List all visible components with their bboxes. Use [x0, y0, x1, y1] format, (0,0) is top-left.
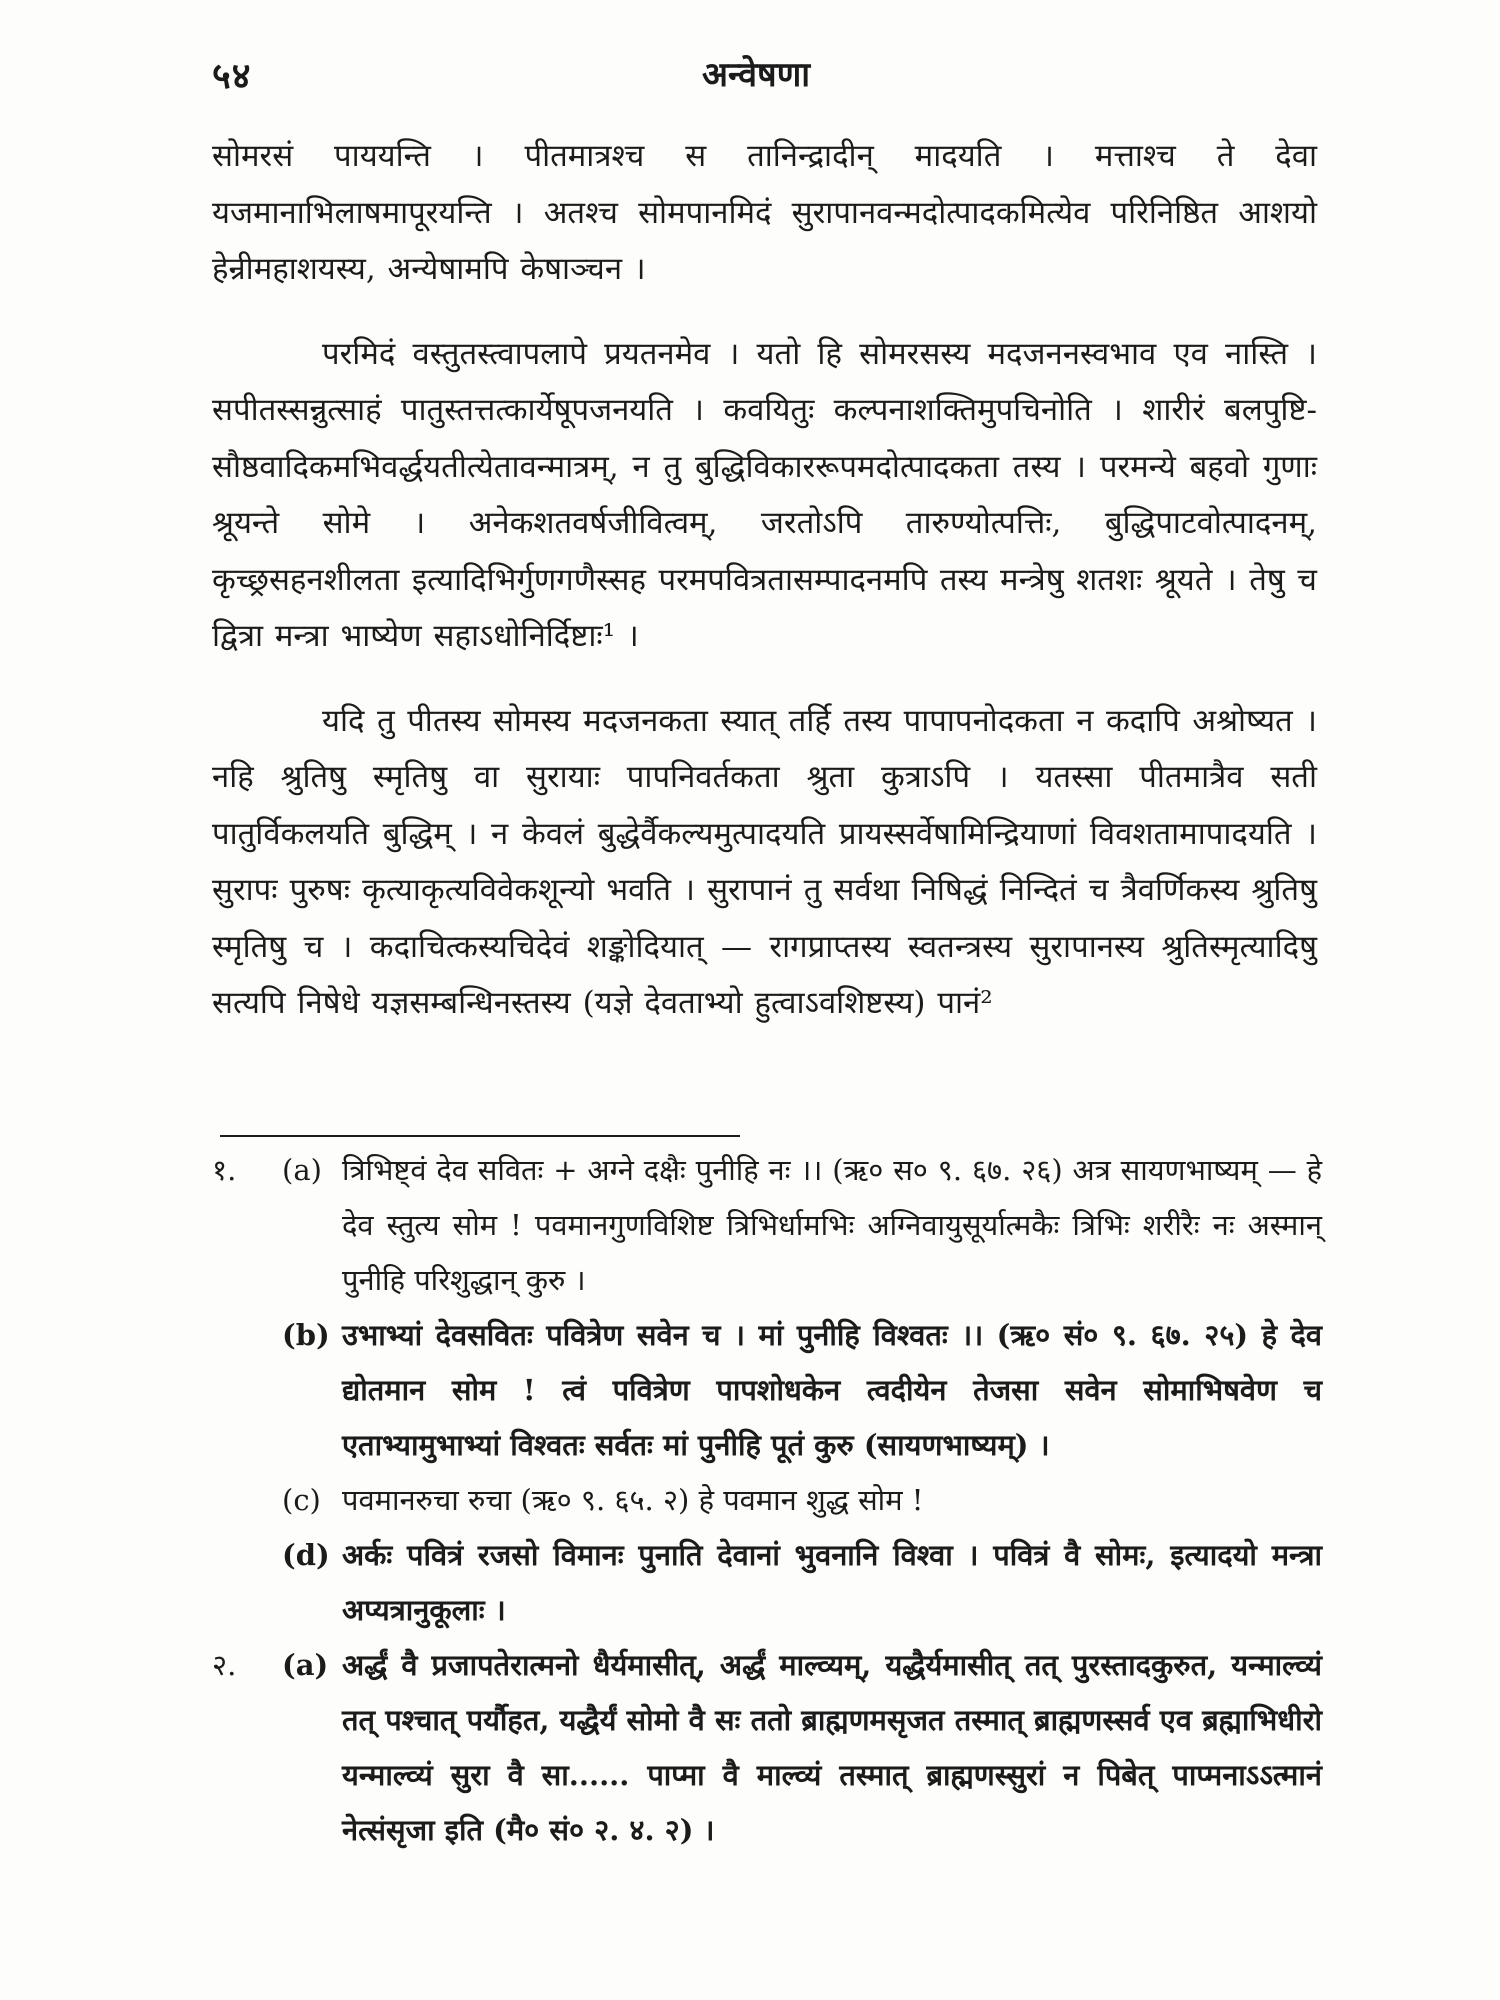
footnote-entry-text: अर्कः पवित्रं रजसो विमानः पुनाति देवानां भुवनानि विश्वा । पवित्रं वै सोमः, इत्यादयो मन्त्रा अप्यत्रानुकूलाः ।: [342, 1538, 1322, 1627]
paragraph-2: परमिदं वस्तुतस्त्वापलापे प्रयतनमेव । यतो हि सोमरसस्य मदजननस्वभाव एव नास्ति । सपीतस्सन्नुत्साहं पातुस्तत्तत्कार्येषूपजनयति । कवयितुः कल्पनाशक्तिमुपचिनोति । शारीरं बलपुष्टि-सौष्ठवादिकमभिवर्द्धयतीत्येतावन्मात्रम्, न तु बुद्धिविकाररूपमदोत्पादकता तस्य । परमन्ये बहवो गुणाः श्रूयन्ते सोमे । अनेकशतवर्षजीवित्वम्, जरतोऽपि तारुण्योत्पत्तिः, बुद्धिपाटवोत्पादनम्, कृच्छ्रसहनशीलता इत्यादिभिर्गुणगणैस्सह परमपवित्रतासम्पादनमपि तस्य मन्त्रेषु शतशः श्रूयते । तेषु च द्वित्रा मन्त्रा भाष्येण सहाऽधोनिर्दिष्टाः¹ ।: [212, 335, 1317, 654]
footnote-2: [212, 1638, 1322, 1858]
main-text: [212, 128, 1317, 1032]
footnote-entry-tag: (a): [282, 1153, 322, 1187]
footnote-entry-tag: (c): [282, 1483, 321, 1517]
footnote-entry-text: उभाभ्यां देवसवितः पवित्रेण सवेन च । मां पुनीहि विश्वतः ।। (ऋ० सं० ९. ६७. २५) हे देव द्योतमान सोम ! त्वं पवित्रेण पापशोधकेन त्वदीयेन तेजसा सवेन सोमाभिषवेण च एताभ्यामुभाभ्यां विश्वतः सर्वतः मां पुनीहि पूतं कुरु (सायणभाष्यम्) ।: [342, 1318, 1322, 1462]
footnote-entry-text: अर्द्धं वै प्रजापतेरात्मनो धैर्यमासीत्, अर्द्धं माल्व्यम्, यद्धैर्यमासीत् तत् पुरस्तादकुरुत, यन्माल्व्यं तत् पश्चात् पर्यौहत, यद्धैर्यं सोमो वै सः ततो ब्राह्मणमसृजत तस्मात् ब्राह्मणस्सर्व एव ब्रह्माभिधीरो यन्माल्व्यं सुरा वै सा...... पाप्मा वै माल्व्यं तस्मात् ब्राह्मणस्सुरां न पिबेत् पाप्मनाऽऽत्मानं नेत्संसृजा इति (मै० सं० २. ४. २) ।: [342, 1648, 1322, 1847]
footnote-entry: [282, 1308, 1322, 1473]
footnote-entry-tag: (d): [282, 1538, 330, 1572]
footnote-entry: [282, 1638, 1322, 1858]
page-header: [212, 50, 1322, 110]
paragraph-1: सोमरसं पाययन्ति । पीतमात्रश्च स तानिन्द्रादीन् मादयति । मत्ताश्च ते देवा यजमानाभिलाषमापूरयन्ति । अतश्च सोमपानमिदं सुरापानवन्मदोत्पादकमित्येव परिनिष्ठित आशयो हेन्रीमहाशयस्य, अन्येषामपि केषाञ्चन ।: [212, 138, 1317, 287]
footnote-entry-text: त्रिभिष्ट्वं देव सवितः + अग्ने दक्षैः पुनीहि नः ।। (ऋ० स० ९. ६७. २६) अत्र सायणभाष्यम् — हे देव स्तुत्य सोम ! पवमानगुणविशिष्ट त्रिभिर्धामभिः अग्निवायुसूर्यात्मकैः त्रिभिः शरीरैः नः अस्मान् पुनीहि परिशुद्धान् कुरु ।: [342, 1153, 1322, 1297]
footnotes: [212, 1143, 1322, 1858]
footnote-number: २.: [212, 1648, 237, 1682]
footnote-entry: [282, 1528, 1322, 1638]
footnote-1: [212, 1143, 1322, 1638]
footnote-entry-tag: (a): [282, 1648, 329, 1682]
running-title: अन्वेषणा: [702, 55, 811, 95]
footnote-divider: [220, 1135, 740, 1137]
page-number: ५४: [212, 55, 252, 97]
paragraph-3: यदि तु पीतस्य सोमस्य मदजनकता स्यात् तर्हि तस्य पापापनोदकता न कदापि अश्रोष्यत । नहि श्रुतिषु स्मृतिषु वा सुरायाः पापनिवर्तकता श्रुता कुत्राऽपि । यतस्सा पीतमात्रैव सती पातुर्विकलयति बुद्धिम् । न केवलं बुद्धेर्वैकल्यमुत्पादयति प्रायस्सर्वेषामिन्द्रियाणां विवशतामापादयति । सुरापः पुरुषः कृत्याकृत्यविवेकशून्यो भवति । सुरापानं तु सर्वथा निषिद्धं निन्दितं च त्रैवर्णिकस्य श्रुतिषु स्मृतिषु च । कदाचित्कस्यचिदेवं शङ्कोदियात् — रागप्राप्तस्य स्वतन्त्रस्य सुरापानस्य श्रुतिस्मृत्यादिषु सत्यपि निषेधे यज्ञसम्बन्धिनस्तस्य (यज्ञे देवताभ्यो हुत्वाऽवशिष्टस्य) पानं²: [212, 702, 1317, 1021]
footnote-number: १.: [212, 1153, 237, 1187]
footnote-entry: [282, 1473, 1322, 1528]
footnote-entry-tag: (b): [282, 1318, 330, 1352]
footnote-entry-text: पवमानरुचा रुचा (ऋ० ९. ६५. २) हे पवमान शुद्ध सोम !: [342, 1483, 924, 1517]
footnote-entry: [282, 1143, 1322, 1308]
